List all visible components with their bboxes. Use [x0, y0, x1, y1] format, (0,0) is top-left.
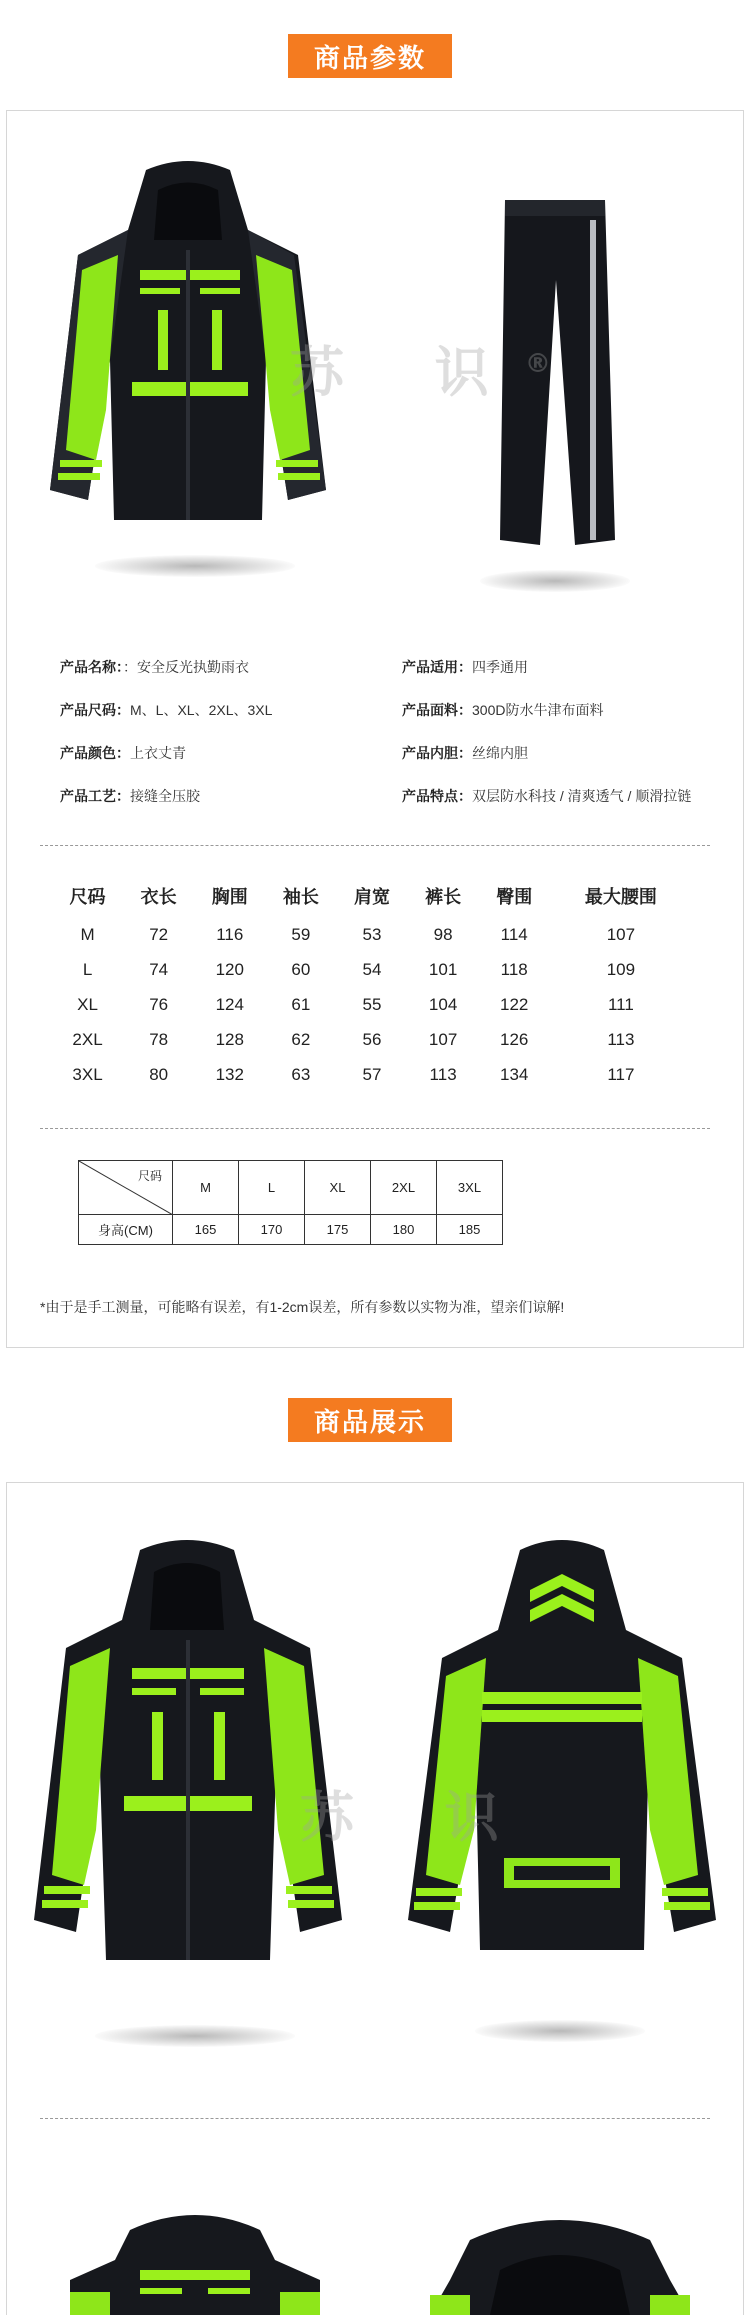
corner-cell — [79, 1161, 173, 1215]
height-cell: 185 — [437, 1215, 503, 1245]
header-cell: 最大腰围 — [584, 887, 657, 907]
size-cell: XL — [305, 1161, 371, 1215]
table-cell: 107 — [606, 924, 636, 944]
table-cell: 111 — [607, 994, 634, 1014]
table-cell: 101 — [428, 959, 458, 979]
pants-shadow — [480, 570, 630, 592]
size-cell: 3XL — [437, 1161, 503, 1215]
brand-watermark-2: 苏 识 — [300, 1786, 535, 1849]
height-cell: 170 — [239, 1215, 305, 1245]
display-back-shadow — [475, 2020, 645, 2042]
measurement-note: *由于是手工测量，可能略有误差，有1-2cm误差，所有参数以实物为准，望亲们谅解! — [40, 1299, 565, 1315]
corner-label: 尺码 — [137, 1169, 162, 1183]
spec-season: 产品适用：四季通用 — [402, 659, 528, 675]
header-cell: 胸围 — [211, 887, 248, 907]
table-row — [52, 917, 692, 952]
table-cell: 3XL — [72, 1064, 103, 1084]
display-jacket-back-image — [390, 1540, 735, 1970]
height-cell: 175 — [305, 1215, 371, 1245]
table-row — [52, 1022, 692, 1057]
display-front-shadow — [95, 2025, 295, 2047]
table-cell: 53 — [362, 924, 382, 944]
table-cell: 74 — [149, 959, 169, 979]
table-cell: 59 — [291, 924, 311, 944]
table-row — [52, 1057, 692, 1092]
table-cell: 72 — [149, 924, 169, 944]
divider — [40, 845, 710, 846]
height-table-height-row — [79, 1215, 503, 1245]
spec-sizes: 产品尺码：M、L、XL、2XL、3XL — [60, 702, 273, 718]
spec-lining: 产品内胆：丝绵内胆 — [402, 745, 528, 761]
table-cell: 109 — [606, 959, 636, 979]
section-title-params: 商品参数 — [288, 34, 452, 78]
size-cell: 2XL — [371, 1161, 437, 1215]
table-cell: L — [82, 959, 93, 979]
table-cell: 61 — [291, 994, 311, 1014]
table-cell: 117 — [607, 1064, 635, 1084]
table-cell: 54 — [362, 959, 382, 979]
table-row — [52, 987, 692, 1022]
divider — [40, 2118, 710, 2119]
table-cell: 113 — [429, 1064, 457, 1084]
table-cell: 76 — [149, 994, 169, 1014]
table-cell: 80 — [149, 1064, 169, 1084]
table-cell: 132 — [215, 1064, 244, 1084]
table-row — [52, 952, 692, 987]
size-cell: M — [173, 1161, 239, 1215]
table-cell: 104 — [428, 994, 458, 1014]
header-cell: 肩宽 — [353, 887, 390, 907]
spec-fabric: 产品面料：300D防水牛津布面料 — [402, 702, 604, 718]
table-cell: 122 — [500, 994, 529, 1014]
size-table-header — [52, 875, 692, 917]
table-cell: 60 — [291, 959, 311, 979]
table-cell: 55 — [362, 994, 382, 1014]
height-table-size-row — [79, 1161, 503, 1215]
table-cell: 2XL — [72, 1029, 103, 1049]
height-table — [78, 1160, 503, 1245]
table-cell: 98 — [433, 924, 453, 944]
header-cell: 衣长 — [140, 887, 177, 907]
table-cell: 118 — [500, 959, 528, 979]
size-cell: L — [239, 1161, 305, 1215]
table-cell: M — [80, 924, 95, 944]
table-cell: 124 — [215, 994, 244, 1014]
table-cell: XL — [77, 994, 98, 1014]
table-cell: 62 — [291, 1029, 311, 1049]
divider — [40, 1128, 710, 1129]
table-cell: 113 — [607, 1029, 635, 1049]
display-jacket-front-partial-image — [70, 2200, 320, 2315]
table-cell: 134 — [500, 1064, 529, 1084]
height-row-label: 身高(CM) — [79, 1215, 173, 1245]
size-table — [52, 875, 692, 1092]
spec-name: 产品名称：：安全反光执勤雨衣 — [60, 659, 249, 675]
spec-color: 产品颜色：上衣丈青 — [60, 745, 186, 761]
display-jacket-front-image — [22, 1540, 357, 1980]
table-cell: 63 — [291, 1064, 311, 1084]
jacket-front-shadow — [95, 555, 295, 577]
table-cell: 107 — [428, 1029, 458, 1049]
section-title-display: 商品展示 — [288, 1398, 452, 1442]
display-jacket-hood-partial-image — [430, 2200, 690, 2315]
table-cell: 126 — [500, 1029, 529, 1049]
spec-craft: 产品工艺：接缝全压胶 — [60, 788, 200, 804]
table-cell: 57 — [362, 1064, 382, 1084]
table-cell: 114 — [500, 924, 528, 944]
table-cell: 120 — [215, 959, 244, 979]
spec-features: 产品特点：双层防水科技 / 清爽透气 / 顺滑拉链 — [402, 788, 692, 804]
height-cell: 180 — [371, 1215, 437, 1245]
height-cell: 165 — [173, 1215, 239, 1245]
table-cell: 116 — [216, 924, 244, 944]
header-cell: 裤长 — [425, 887, 462, 907]
brand-watermark: 苏 识® — [290, 341, 551, 404]
table-cell: 56 — [362, 1029, 382, 1049]
header-cell: 尺码 — [69, 887, 106, 907]
table-cell: 128 — [215, 1029, 244, 1049]
table-cell: 78 — [149, 1029, 169, 1049]
header-cell: 臀围 — [496, 887, 533, 907]
header-cell: 袖长 — [282, 887, 319, 907]
